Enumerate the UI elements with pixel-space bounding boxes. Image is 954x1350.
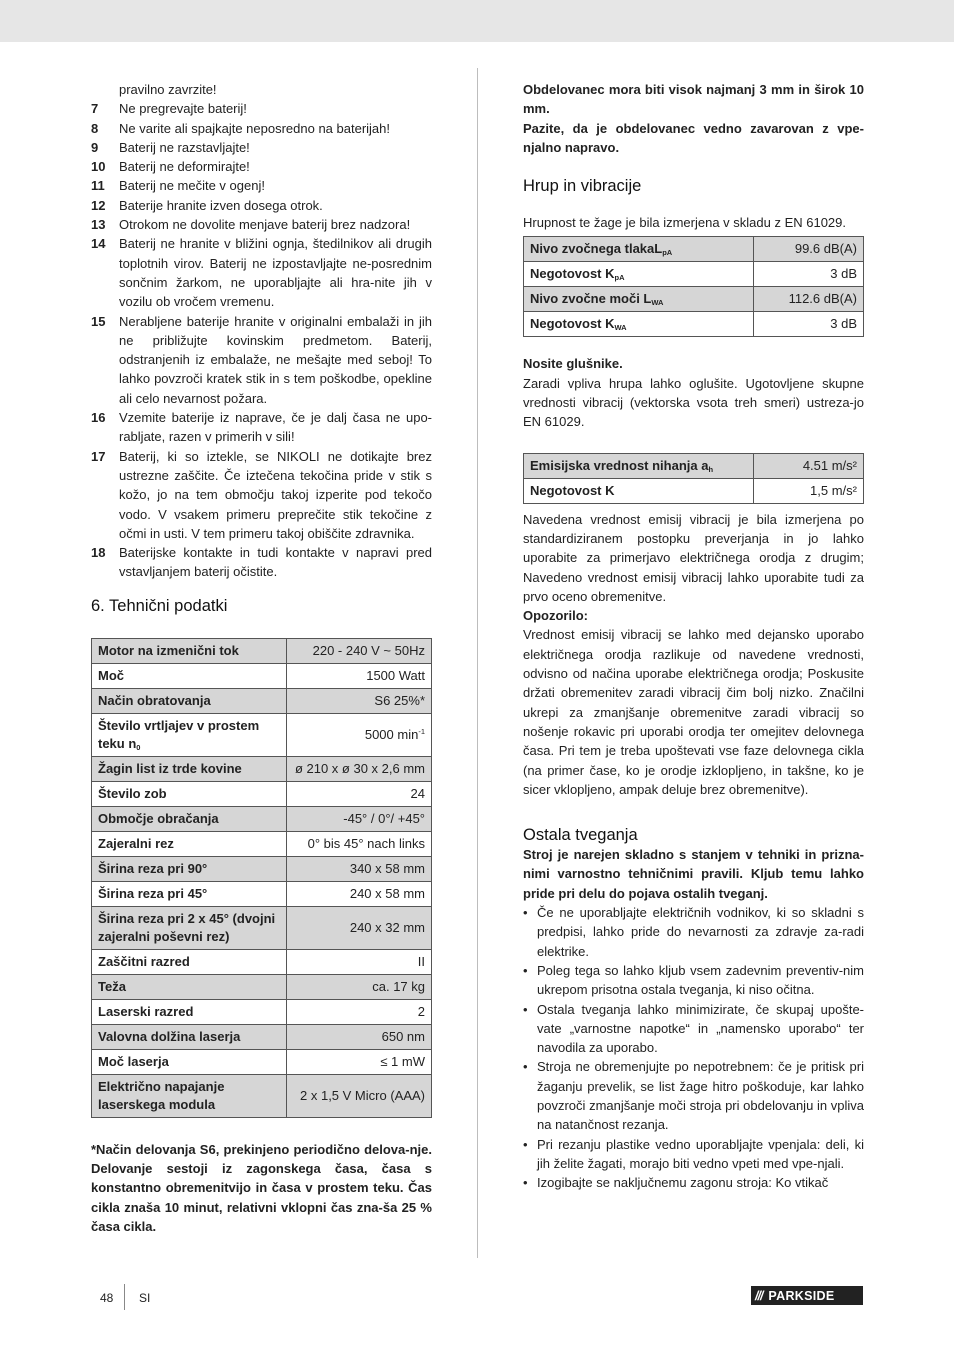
noise-intro: Hrupnost te žage je bila izmerjena v skladu z EN 61029. — [523, 215, 847, 231]
bullet-item — [523, 1057, 864, 1134]
spec-label-text: Nivo zvočnega tlakaL — [530, 241, 663, 257]
spec-label — [92, 831, 287, 856]
table-row — [92, 1024, 432, 1049]
spec-value — [754, 287, 864, 312]
spec-value-text: 3 dB — [830, 266, 857, 282]
table-row — [92, 974, 432, 999]
spec-value-text: 240 x 32 mm — [349, 919, 425, 935]
spec-label — [92, 974, 287, 999]
spec-value-text: S6 25%* — [374, 692, 425, 708]
spec-label-subscript: pA — [662, 248, 673, 258]
battery-safety-list — [91, 99, 432, 581]
warning-text: Vrednost emisij vibracij se lahko med dejansko uporabo električnega orodja razlikuje od navedene vrednosti, odvisno od načina uporabe električnega orodja; Poskusite držati obremenitev zaradi vibracij čim bolj nizko. Značilni ukrepi za zmanjšanje obremenitve zaradi vibracij so nošenje rokavic pri uporabi orodja ter omejitev delovnega časa. Pri tem je treba upoštevati vse faze delovnega cikla (na primer čase, ko je orodje izklopljeno, in takšne, ko je sicer vklopljeno, ampak deluje brez obremenitve). — [523, 627, 864, 797]
spec-label-subscript: WA — [651, 298, 664, 308]
spec-value — [287, 949, 432, 974]
clamp-note: Pazite, da je obdelovanec vedno zavarovan z vpe-njalno napravo. — [523, 120, 864, 155]
bullet-text: Izogibajte se naključnemu zagonu stroja: Ko vtikač — [537, 1175, 829, 1191]
list-item — [91, 215, 432, 234]
spec-value-text: 240 x 58 mm — [349, 885, 425, 901]
item-number: 13 — [91, 217, 106, 233]
language-code: SI — [139, 1291, 151, 1305]
table-row — [524, 478, 864, 503]
spec-label-text: Način obratovanja — [98, 692, 211, 708]
spec-label — [92, 856, 287, 881]
spec-label — [524, 287, 754, 312]
spec-label-text: Emisijska vrednost nihanja a — [530, 457, 709, 473]
spec-value-text: ca. 17 kg — [372, 978, 425, 994]
page-number: 48 — [100, 1291, 114, 1305]
spec-label-text: Zajeralni rez — [98, 835, 174, 851]
bullet-text: Stroja ne obremenjujte po nepotrebnem: če je pritisk pri žaganju prevelik, se list žage hitro poškoduje, kar lahko povzroči zmanjšanje moči stroja pri obdelovanju in vpliva na natančnost rezanja. — [537, 1059, 864, 1133]
item-number: 18 — [91, 545, 106, 561]
spec-value — [287, 974, 432, 999]
table-row — [524, 312, 864, 337]
footer-divider — [124, 1284, 125, 1310]
table-row — [92, 881, 432, 906]
list-item — [91, 408, 432, 447]
spec-label-text: Električno napajanje laserskega modula — [98, 1078, 225, 1112]
item-number: 16 — [91, 410, 106, 426]
vibration-table — [523, 453, 864, 504]
spec-label-subscript: h — [708, 464, 714, 474]
item-text: Baterij, ki so iztekle, se NIKOLI ne dotikajte brez ustrezne zaščite. Če iztečena tekočina pride v stik s kožo, jo na tem območju takoj izperite pod tekočo vodo. V vsakem primeru preprečite stik tekočine z očmi in usti. V tem primeru takoj obiščite zdravnika. — [119, 448, 432, 541]
page-footer — [0, 1288, 954, 1308]
spec-label-text: Negotovost K — [530, 482, 615, 498]
spec-value-text: 0° bis 45° nach links — [307, 835, 425, 851]
spec-label — [92, 713, 287, 756]
list-item — [91, 196, 432, 215]
bullet-item — [523, 1135, 864, 1174]
item-text: Baterij ne mečite v ogenj! — [119, 178, 265, 194]
spec-value — [287, 831, 432, 856]
spec-value-text: 1,5 m/s² — [810, 482, 857, 498]
spec-label — [92, 999, 287, 1024]
spec-label-text: Negotovost K — [530, 316, 615, 332]
spec-value-text: 4.51 m/s² — [802, 457, 857, 473]
item-text: Vzemite baterije iz naprave, če je dalj časa ne upo-rabljate, razen v primerih v sili! — [119, 410, 432, 445]
ear-protection-heading: Nosite glušnike. — [523, 356, 623, 372]
spec-value — [287, 1024, 432, 1049]
bullet-item — [523, 903, 864, 961]
item-text: Ne varite ali spajkajte neposredno na baterijah! — [119, 120, 391, 136]
table-row — [92, 713, 432, 756]
spec-value — [287, 688, 432, 713]
spec-label — [524, 312, 754, 337]
spec-value — [754, 478, 864, 503]
parkside-logo — [751, 1286, 863, 1305]
spec-value-text: ≤ 1 mW — [380, 1053, 425, 1069]
spec-label — [524, 453, 754, 478]
right-column — [523, 80, 864, 1192]
spec-label-text: Negotovost K — [530, 266, 615, 282]
spec-value-text: 5000 min — [364, 726, 419, 742]
spec-label — [92, 781, 287, 806]
spec-label-text: Širina reza pri 90° — [98, 860, 208, 876]
list-continuation: pravilno zavrzite! — [119, 82, 217, 97]
list-item — [91, 234, 432, 311]
spec-label-text: Valovna dolžina laserja — [98, 1028, 241, 1044]
spec-label — [92, 949, 287, 974]
item-text: Baterije hranite izven dosega otrok. — [119, 197, 323, 213]
table-row — [92, 831, 432, 856]
table-row — [524, 287, 864, 312]
spec-label-text: Laserski razred — [98, 1003, 194, 1019]
spec-value-superscript: -1 — [418, 726, 425, 736]
column-divider — [477, 68, 478, 1258]
table-row — [92, 949, 432, 974]
bullet-text: Če ne uporabljajte električnih vodnikov, ki so skladni s predpisi, lahko pride do nevarnosti za zdravje za-radi elektrike. — [537, 905, 864, 959]
vibration-text: Navedena vrednost emisij vibracij je bila izmerjena po standardiziranem postopku preverjanja in jo lahko uporabite za primerjavo električnega orodja z drugim; Navedeno vrednost emisij vibracij lahko uporabite tudi za prvo oceno obremenitve. — [523, 511, 864, 604]
spec-label — [92, 1024, 287, 1049]
spec-value-text: 112.6 dB(A) — [788, 291, 857, 307]
spec-label-text: Teža — [98, 978, 126, 994]
table-row — [92, 688, 432, 713]
table-row — [92, 806, 432, 831]
spec-value-text: ø 210 x ø 30 x 2,6 mm — [294, 760, 425, 776]
warning-label: Opozorilo: — [523, 608, 588, 624]
spec-label — [92, 756, 287, 781]
logo-stripes: /// — [755, 1288, 763, 1303]
item-number: 15 — [91, 313, 106, 329]
spec-label — [92, 663, 287, 688]
item-text: Ne pregrevajte baterij! — [119, 101, 247, 117]
spec-label — [524, 478, 754, 503]
bullet-item — [523, 961, 864, 1000]
spec-value-text: 1500 Watt — [366, 667, 425, 683]
spec-label — [524, 262, 754, 287]
bullet-text: Pri rezanju plastike vedno uporabljajte vpenjala: deli, ki jih želite žagati, morajo biti vedno vpeti med vpe-njali. — [537, 1136, 864, 1171]
item-number: 17 — [91, 448, 106, 464]
spec-label-text: Število zob — [98, 785, 167, 801]
spec-label-text: Število vrtljajev v prostem teku n — [98, 717, 260, 751]
table-row — [92, 1049, 432, 1074]
table-row — [92, 906, 432, 949]
spec-value — [287, 906, 432, 949]
workpiece-note: Obdelovanec mora biti visok najmanj 3 mm in širok 10 mm. — [523, 82, 864, 117]
item-number: 9 — [91, 139, 99, 155]
spec-label-text: Zaščitni razred — [98, 953, 190, 969]
table-row — [524, 262, 864, 287]
table-row — [92, 856, 432, 881]
item-number: 7 — [91, 101, 99, 117]
risks-list — [523, 903, 864, 1192]
spec-label-text: Žagin list iz trde kovine — [98, 760, 242, 776]
list-item — [91, 119, 432, 138]
section-heading-tech: 6. Tehnični podatki — [91, 596, 228, 615]
spec-label — [92, 906, 287, 949]
noise-table — [523, 236, 864, 337]
spec-label-subscript: WA — [614, 323, 627, 333]
spec-label-text: Širina reza pri 45° — [98, 885, 208, 901]
left-column — [91, 80, 432, 1236]
spec-value — [287, 713, 432, 756]
section-heading-risks: Ostala tveganja — [523, 826, 638, 845]
bullet-text: Poleg tega so lahko kljub vsem zadevnim preventiv-nim ukrepom prisotna ostala tveganja, ki niso očitna. — [537, 962, 864, 998]
item-text: Otrokom ne dovolite menjave baterij brez nadzora! — [119, 217, 411, 233]
list-item — [91, 138, 432, 157]
list-item — [91, 157, 432, 176]
spec-value-text: 2 — [417, 1003, 425, 1019]
spec-value — [754, 262, 864, 287]
bullet-item — [523, 1000, 864, 1058]
item-text: Baterij ne deformirajte! — [119, 159, 250, 175]
spec-label-text: Nivo zvočne moči L — [530, 291, 652, 307]
list-item — [91, 176, 432, 195]
spec-value — [287, 856, 432, 881]
bullet-dot: • — [523, 1001, 528, 1017]
tech-specs-table — [91, 638, 432, 1118]
footnote: *Način delovanja S6, prekinjeno periodično delova-nje. Delovanje sestoji iz zagonskega časa, časa s konstantno obremenitvijo in časa v prostem teku. Čas cikla znaša 10 minut, relativni vklopni čas zna-ša 25 % časa cikla. — [91, 1141, 432, 1234]
spec-label-subscript: 0 — [136, 742, 141, 752]
list-item — [91, 99, 432, 118]
spec-value — [287, 756, 432, 781]
item-text: Baterij ne razstavljajte! — [119, 139, 250, 155]
item-text: Baterij ne hranite v bližini ognja, štedilnikov ali drugih toplotnih virov. Baterij ne izpostavljajte ne-posrednim sončnim žarkom, ne uporabljajte ali hra-nite jih v vozilu ob vročem vremenu. — [119, 236, 432, 310]
bullet-dot: • — [523, 1059, 528, 1075]
item-number: 8 — [91, 120, 99, 136]
spec-value-text: -45° / 0°/ +45° — [343, 810, 425, 826]
table-row — [92, 999, 432, 1024]
spec-value — [287, 999, 432, 1024]
spec-value — [287, 1049, 432, 1074]
ear-protection-text: Zaradi vpliva hrupa lahko oglušite. Ugotovljene skupne vrednosti vibracij (vektorska vsota treh smeri) ustreza-jo EN 61029. — [523, 375, 864, 430]
bullet-item — [523, 1173, 864, 1192]
table-row — [92, 638, 432, 663]
spec-label — [92, 1074, 287, 1117]
bullet-text: Ostala tveganja lahko minimizirate, če skupaj upošte-vate „varnostne napotke“ in „namensko uporabo“ ter navodila za uporabo. — [537, 1001, 864, 1056]
table-row — [92, 781, 432, 806]
spec-label-text: Moč — [98, 667, 124, 683]
spec-label — [92, 881, 287, 906]
item-text: Baterijske kontakte in tudi kontakte v napravi pred vstavljanjem baterij očistite. — [119, 545, 432, 580]
item-number: 14 — [91, 236, 106, 252]
bullet-dot: • — [523, 962, 528, 978]
spec-value — [287, 881, 432, 906]
list-item — [91, 447, 432, 543]
logo-text: PARKSIDE — [768, 1288, 835, 1303]
spec-value — [287, 806, 432, 831]
spec-value — [754, 453, 864, 478]
item-number: 10 — [91, 159, 106, 175]
spec-label-text: Motor na izmenični tok — [98, 642, 239, 658]
spec-value-text: 3 dB — [830, 316, 857, 332]
table-row — [92, 756, 432, 781]
spec-label — [524, 237, 754, 262]
spec-label — [92, 806, 287, 831]
spec-label-text: Območje obračanja — [98, 810, 219, 826]
spec-label — [92, 688, 287, 713]
item-number: 12 — [91, 197, 106, 213]
spec-value-text: 340 x 58 mm — [349, 860, 425, 876]
table-row — [92, 1074, 432, 1117]
top-band — [0, 0, 954, 42]
table-row — [92, 663, 432, 688]
spec-value-text: 220 - 240 V ~ 50Hz — [312, 642, 425, 658]
section-heading-noise: Hrup in vibracije — [523, 177, 642, 196]
bullet-dot: • — [523, 1175, 528, 1191]
spec-value-text: 99.6 dB(A) — [794, 241, 857, 257]
spec-label — [92, 638, 287, 663]
spec-value — [754, 237, 864, 262]
item-text: Nerabljene baterije hranite v originalni embalaži in jih ne približujte kovinskim predmetom. Baterij, odstranjenih iz embalaže, ne mešajte med seboj! To lahko povzroči kratek stik in s tem poškodbe, opekline ali celo nevarnost požara. — [119, 313, 432, 406]
spec-value-text: 24 — [410, 785, 425, 801]
spec-value — [287, 1074, 432, 1117]
spec-value — [287, 781, 432, 806]
spec-label — [92, 1049, 287, 1074]
spec-value — [287, 638, 432, 663]
item-number: 11 — [91, 178, 105, 194]
spec-value — [287, 663, 432, 688]
table-row — [524, 237, 864, 262]
list-item — [91, 543, 432, 582]
spec-label-text: Moč laserja — [98, 1053, 169, 1069]
risks-intro: Stroj je narejen skladno s stanjem v tehniki in prizna-nimi varnostno tehničnimi pravili. Kljub temu lahko pride pri delu do pojava ostalih tveganj. — [523, 847, 864, 901]
spec-label-subscript: pA — [614, 273, 625, 283]
bullet-dot: • — [523, 905, 528, 921]
table-row — [524, 453, 864, 478]
spec-value — [754, 312, 864, 337]
list-item — [91, 312, 432, 408]
spec-value-text: II — [417, 953, 425, 969]
bullet-dot: • — [523, 1136, 528, 1152]
spec-value-text: 650 nm — [381, 1028, 425, 1044]
spec-label-text: Širina reza pri 2 x 45° (dvojni zajeralni poševni rez) — [98, 910, 276, 944]
spec-value-text: 2 x 1,5 V Micro (AAA) — [300, 1087, 425, 1103]
